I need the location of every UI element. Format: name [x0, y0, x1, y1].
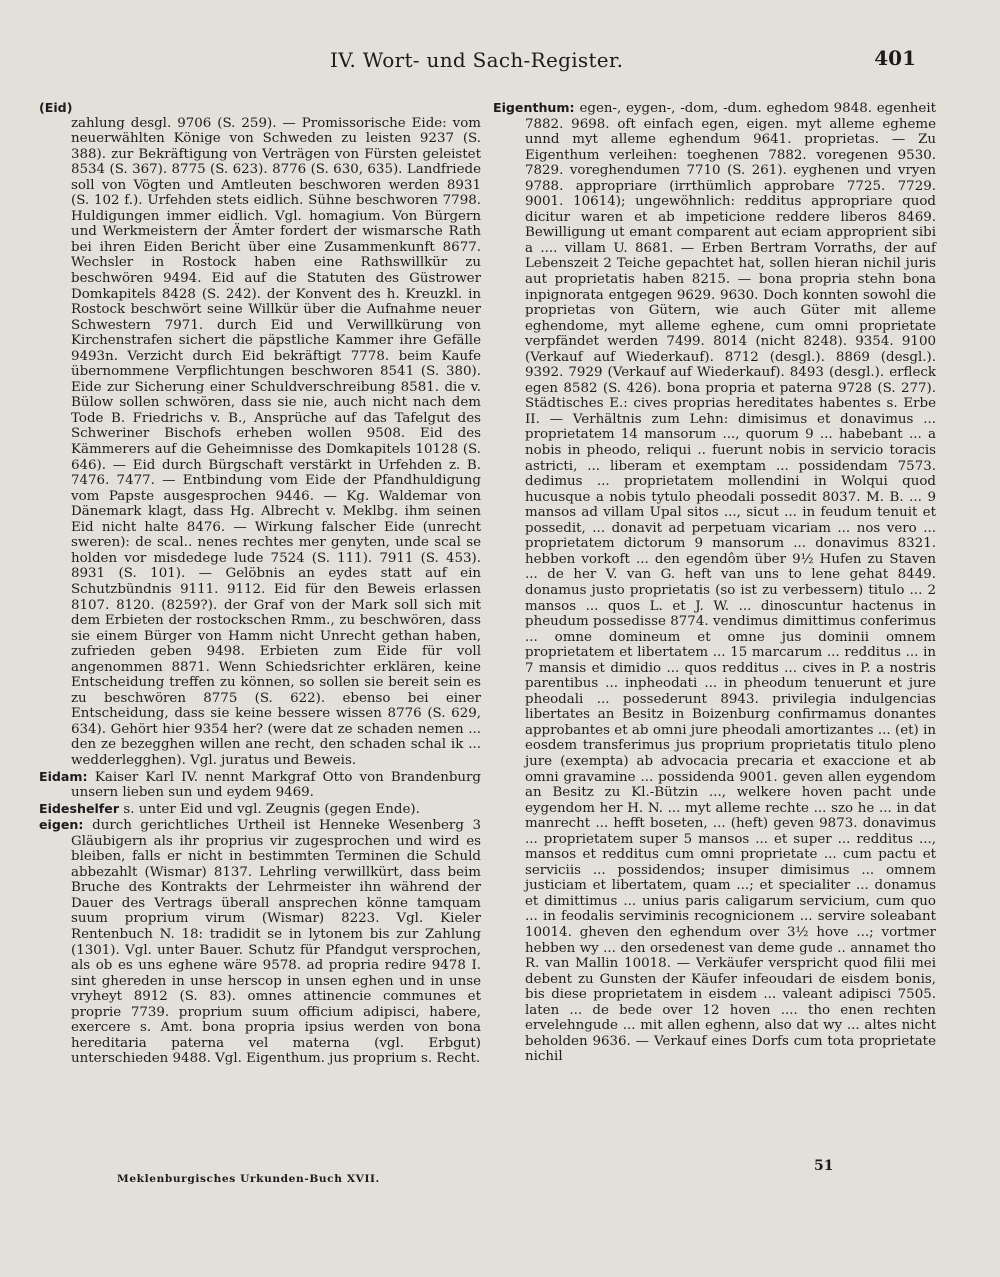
- entry-eideshelfer: [39, 801, 481, 818]
- entry-text: s. unter Eid und vgl. Zeugnis (gegen Ende).: [123, 801, 420, 817]
- right-column: [493, 100, 936, 1065]
- headword: eigen:: [39, 817, 93, 833]
- left-column: [39, 100, 481, 1067]
- entry-text: Kaiser Karl IV. nennt Markgraf Otto von Brandenburg unsern lieben sun und eydem 9469.: [71, 769, 481, 801]
- running-title: IV. Wort- und Sach-Register.: [330, 48, 624, 72]
- headword: Eigenthum:: [493, 100, 580, 115]
- footer-imprint: Meklenburgisches Urkunden-Buch XVII.: [117, 1173, 380, 1185]
- entry-eid-continued: [39, 100, 481, 769]
- entry-eigenthum: [493, 100, 936, 1065]
- entry-eidam: [39, 769, 481, 801]
- page-header: [0, 48, 1000, 78]
- continued-headword: (Eid): [39, 100, 73, 115]
- headword: Eideshelfer: [39, 800, 124, 816]
- entry-text: durch gerichtliches Urtheil ist Henneke Wesenberg 3 Gläubigern als ihr proprius vir zugesprochen und wird es bleiben, falls er nicht in bestimmten Terminen die Schuld abbezahlt (Wismar) 8137. Lehrling verwillkürt, dass beim Bruche des Kontrakts der Lehrmeister ihn während der Dauer des Vertrags überall ansprechen könne tamquam suum proprium virum (Wismar) 8223. Vgl. Kieler Rentenbuch N. 18: tradidit se in lytonem bis zur Zahlung (1301). Vgl. unter Bauer. Schutz für Pfandgut versprochen, als ob es uns eghene wäre 9578. ad propria redire 9478 I. sint ghereden in unse herscop in unsen eghen und in unse vryheyt 8912 (S. 83). omnes attinencie communes et proprie 7739. proprium suum officium adipisci, habere, exercere s. Amt. bona propria ipsius werden von bona hereditaria paterna vel materna (vgl. Erbgut) unterschieden 9488. Vgl. Eigenthum. jus proprium s. Recht.: [71, 818, 481, 1067]
- entry-text: egen-, eygen-, -dom, -dum. eghedom 9848. egenheit 7882. 9698. oft einfach egen, eigen. myt alleme egheme unnd myt alleme eghendum 9641. proprietas. — Zu Eigenthum verleihen: toeghenen 7882. voregenen 9530. 7829. voreghendumen 7710 (S. 261). eyghenen und vryen 9788. appropriare (irrthümlich approbare 7725. 7729. 9001. 10614); ungewöhnlich: redditus appropriare quod dicitur waren et ab impeticione reddere liberos 8469. Bewilligung ut emant comparent aut eciam approprient sibi a .... villam U. 8681. — Erben Bertram Vorraths, der auf Lebenszeit 2 Teiche gepachtet hat, sollen hieran nichil juris aut proprietatis haben 8215. — bona propria stehn bona inpignorata entgegen 9629. 9630. Doch konnten sowohl die proprietas von Gütern, wie auch Güter mit alleme eghendome, myt alleme eghene, cum omni proprietate verpfändet werden 7499. 8014 (nicht 8248). 9354. 9100 (Verkauf auf Wiederkauf). 8712 (desgl.). 8869 (desgl.). 9392. 7929 (Verkauf auf Wiederkauf). 8493 (desgl.). erfleck egen 8582 (S. 426). bona propria et paterna 9728 (S. 277). Städtisches E.: cives proprias hereditates habentes s. Erbe II. — Verhältnis zum Lehn: dimisimus et donavimus ... proprietatem 14 mansorum ..., quorum 9 ... habebant ... a nobis in pheodo, reliqui .. fuerunt nobis in servicio toracis astricti, ... liberam et exemptam ... possidendam 7573. dedimus ... proprietatem mollendini in Wolqui quod hucusque a nobis tytulo pheodali possedit 8037. M. B. ... 9 mansos ad villam Upal sitos ..., sicut ... in feudum tenuit et possedit, ... donavit ad perpetuam vicariam ... nos vero ... proprietatem dictorum 9 mansorum ... donavimus 8321. hebben vorkoft ... den egendôm über 9½ Hufen zu Staven ... de her V. van G. heft van uns to lene gehat 8449. donamus justo proprietatis (so ist zu verbessern) titulo ... 2 mansos ... quos L. et J. W. ... dinoscuntur hactenus in pheudum possedisse 8774. vendimus dimittimus conferimus ... omne domineum et omne jus dominii omnem proprietatem et libertatem ... 15 marcarum ... redditus ... in 7 mansis et dimidio ... quos redditus ... cives in P. a nostris parentibus ... inpheodati ... in pheodum tenuerunt et jure pheodali ... possederunt 8943. privilegia indulgencias libertates an Besitz in Boizenburg confirmamus donantes approbantes et ab omni jure pheodali amortizantes ... (et) in eosdem transferimus jus proprium proprietatis titulo pleno jure (exempta) ab advocacia precaria et exaccione et ab omni gravamine ... possidenda 9001. geven allen eygendom an Besitz zu Kl.-Bützin ..., welkere hoven pacht unde eygendom her H. N. ... myt alleme rechte ... szo he ... in dat manrecht ... hefft boseten, ... (heft) geven 9873. donavimus ... proprietatem super 5 mansos ... et super ... redditus ..., mansos et redditus cum omni proprietate ... cum pactu et serviciis ... possidendos; insuper dimisimus ... omnem justiciam et libertatem, quam ...; et specialiter ... donamus et dimittimus ... unius paris caligarum servicium, cum quo ... in feodalis serviminis recognicionem ... servire soleabant 10014. gheven den eghendum over 3½ hove ...; vortmer hebben wy ... den orsedenest van deme gude .. annamet tho R. van Mallin 10018. — Verkäufer verspricht quod filii mei debent zu Gunsten der Käufer infeoudari de eisdem bonis, bis diese proprietatem in eisdem ... valeant adipisci 7505. laten ... de bede over 12 hoven .... tho enen rechten ervelehngude ... mit allen eghenn, also dat wy ... altes nicht beholden 9636. — Verkauf eines Dorfs cum tota proprietate nichil: [525, 101, 937, 1065]
- entry-text: zahlung desgl. 9706 (S. 259). — Promissorische Eide: vom neuerwählten Könige von Schweden zu leisten 9237 (S. 388). zur Bekräftigung von Verträgen von Fürsten geleistet 8534 (S. 367). 8775 (S. 623). 8776 (S. 630, 635). Landfriede soll von Vögten und Amtleuten beschworen werden 8931 (S. 102 f.). Urfehden stets eidlich. Sühne beschworen 7798. Huldigungen immer eidlich. Vgl. homagium. Von Bürgern und Werkmeistern der Ämter fordert der wismarsche Rath bei ihren Eiden Bericht über eine Zusammenkunft 8677. Wechsler in Rostock haben eine Rathswillkür zu beschwören 9494. Eid auf die Statuten des Güstrower Domkapitels 8428 (S. 242). der Konvent des h. Kreuzkl. in Rostock beschwört seine Willkür über die Aufnahme neuer Schwestern 7971. durch Eid und Verwillkürung von Kirchenstrafen sichert die päpstliche Kammer ihre Gefälle 9493n. Verzicht durch Eid bekräftigt 7778. beim Kaufe übernommene Verpflichtungen beschworen 8541 (S. 380). Eide zur Sicherung einer Schuldverschreibung 8581. die v. Bülow sollen schwören, dass sie nie, auch nicht nach dem Tode B. Friedrichs v. B., Ansprüche auf das Tafelgut des Schweriner Bischofs erheben wollen 9508. Eid des Kämmerers auf die Geheimnisse des Domkapitels 10128 (S. 646). — Eid durch Bürgschaft verstärkt in Urfehden z. B. 7476. 7477. — Entbindung vom Eide der Pfandhuldigung vom Papste ausgesprochen 9446. — Kg. Waldemar von Dänemark klagt, dass Hg. Albrecht v. Meklbg. ihm seinen Eid nicht halte 8476. — Wirkung falscher Eide (unrecht sweren): de scal.. nenes rechtes mer genyten, unde scal se holden vor misdedege lude 7524 (S. 111). 7911 (S. 453). 8931 (S. 101). — Gelöbnis an eydes statt auf ein Schutzbündnis 9111. 9112. Eid für den Beweis erlassen 8107. 8120. (8259?). der Graf von der Mark soll sich mit dem Erbieten der rostockschen Rmm., zu beschwören, dass sie einem Bürger von Hamm nicht Unrecht gethan haben, zufrieden geben 9498. Erbieten zum Eide für voll angenommen 8871. Wenn Schiedsrichter erklären, keine Entscheidung treffen zu können, so sollen sie bereit sein es zu beschwören 8775 (S. 622). ebenso bei einer Entscheidung, dass sie keine bessere wissen 8776 (S. 629, 634). Gehört hier 9354 her? (were dat ze schaden nemen ... den ze bezegghen willen ane recht, den schaden schal ik ... wedderlegghen). Vgl. juratus und Beweis.: [71, 115, 481, 768]
- entry-eigen: [39, 817, 481, 1067]
- page-number: 401: [874, 46, 916, 70]
- signature-mark: 51: [814, 1158, 834, 1174]
- headword: Eidam:: [39, 768, 95, 784]
